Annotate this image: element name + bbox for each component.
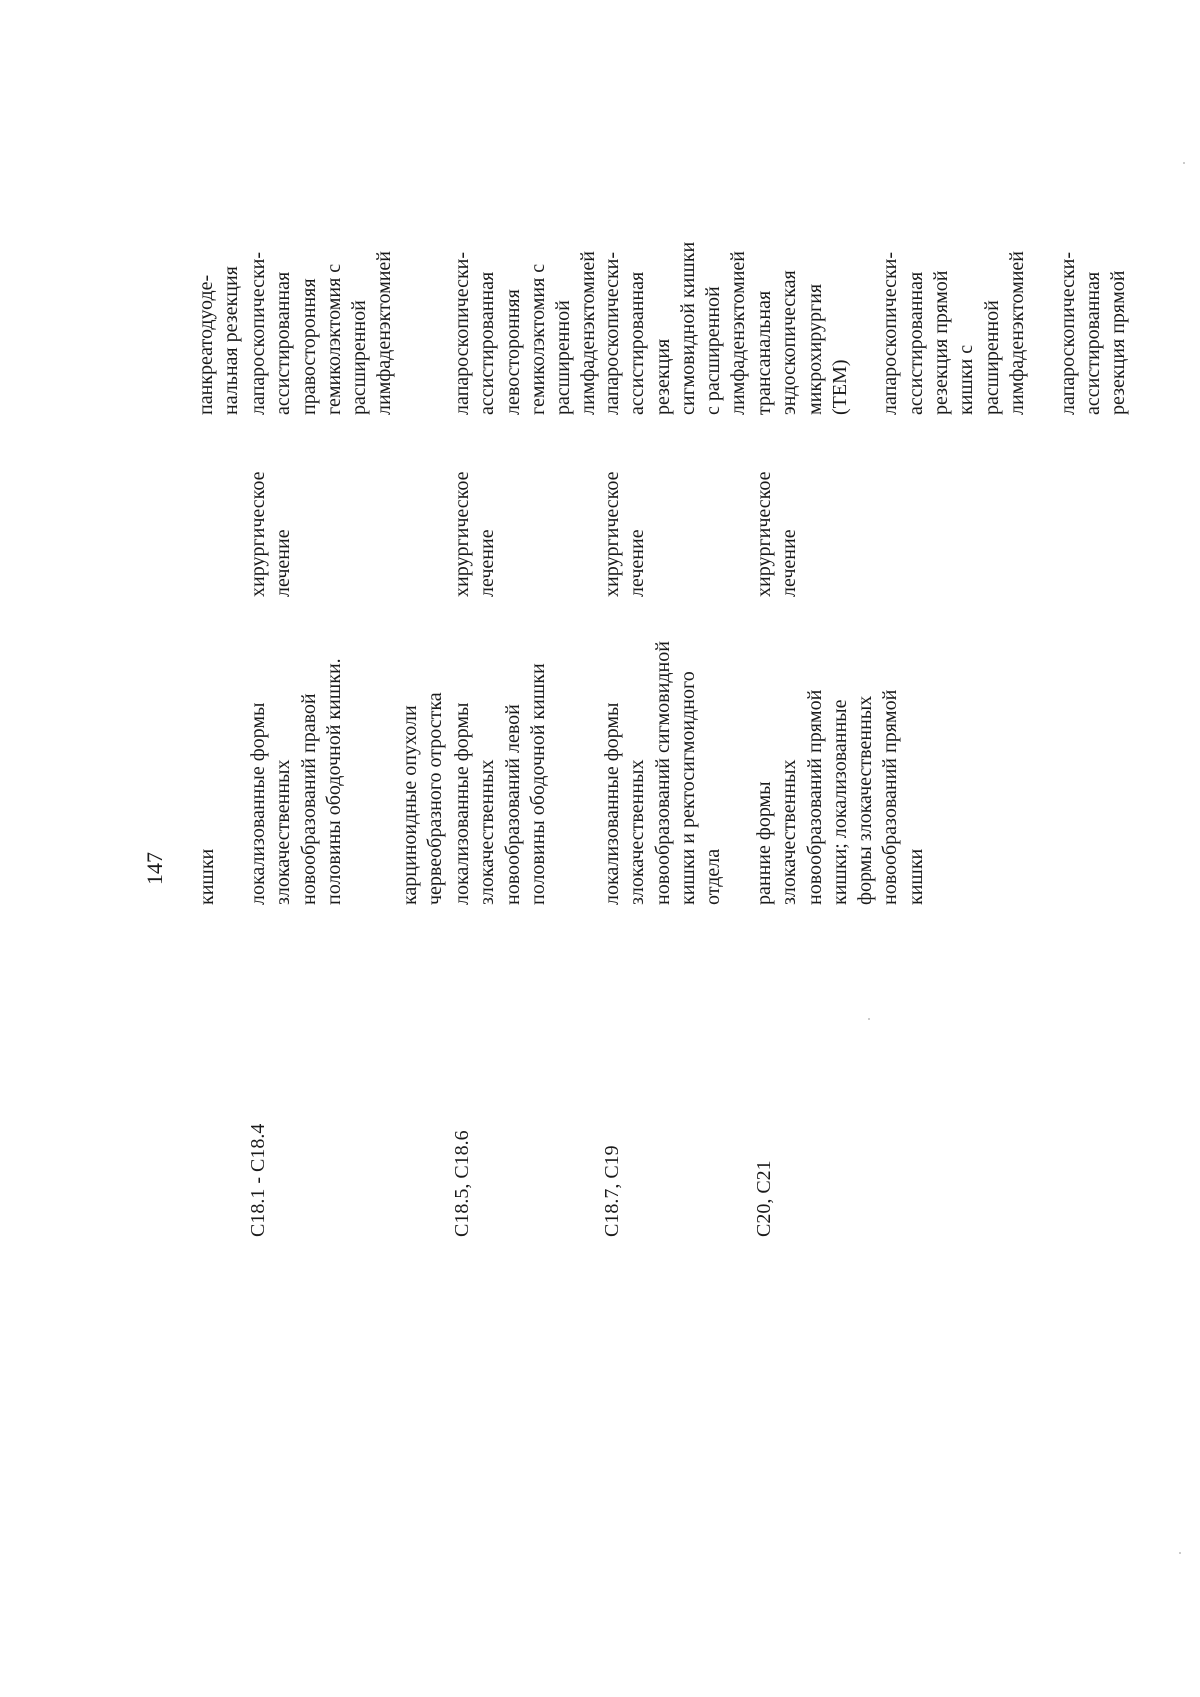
page-number: 147 — [142, 852, 167, 885]
row-3-method: лапароскопически- ассистированная резекция сигмовидной кишки с расширенной лимфаденэктомией — [601, 241, 750, 415]
scan-speck — [1183, 162, 1185, 164]
row-2-disease: локализованные формы злокачественных новообразований левой половины ободочной кишки — [451, 663, 549, 905]
row-4-disease: ранние формы злокачественных новообразований прямой кишки; локализованные формы злокачественных новообразований прямой кишки — [753, 689, 927, 905]
row-1-codes: C18.1 - C18.4 — [247, 1123, 269, 1237]
row-1-treatment: хирургическое лечение — [247, 471, 295, 597]
scan-speck — [868, 1018, 870, 1020]
row-3-codes: C18.7, C19 — [601, 1145, 623, 1237]
row-3-treatment: хирургическое лечение — [601, 471, 649, 597]
row-4-method: трансанальная эндоскопическая микрохирургия (TEM) лапароскопически- ассистированная резекция прямой кишки с расширенной лимфаденэктомией лапароскопически- ассистированная резекция прямой — [753, 250, 1130, 415]
row-1-method: лапароскопически- ассистированная правосторонняя гемиколэктомия с расширенной лимфаденэктомией — [247, 250, 396, 415]
row-4-codes: C20, C21 — [753, 1160, 775, 1237]
row-4-treatment: хирургическое лечение — [753, 471, 801, 597]
scan-speck — [1179, 1552, 1181, 1554]
row-2-method: лапароскопически- ассистированная левосторонняя гемиколэктомия с расширенной лимфаденэктомией — [451, 250, 600, 415]
method-continuation: панкреатодуоде- нальная резекция — [195, 266, 243, 415]
row-1-disease: локализованные формы злокачественных новообразований правой половины ободочной кишки. карциноидные опухоли червеобразного отростка — [247, 658, 447, 905]
row-2-treatment: хирургическое лечение — [451, 471, 499, 597]
row-2-codes: C18.5, C18.6 — [451, 1130, 473, 1237]
row-3-disease: локализованные формы злокачественных новообразований сигмовидной кишки и ректосигмоидного отдела — [601, 641, 725, 905]
disease-continuation: кишки — [196, 848, 218, 905]
